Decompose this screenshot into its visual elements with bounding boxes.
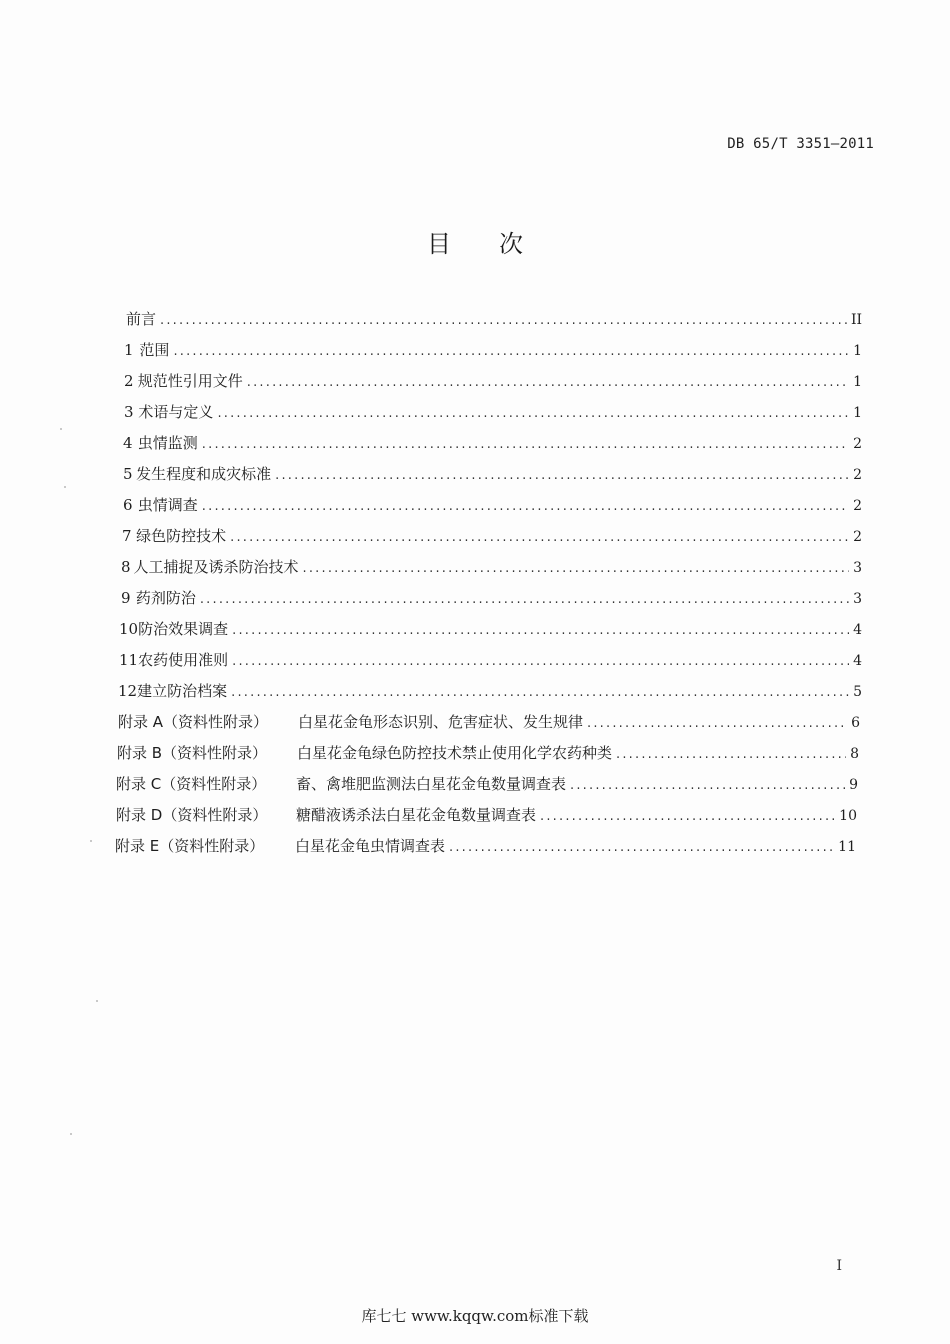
toc-entry-page: 1 [853, 374, 862, 390]
toc-leader-dots [247, 370, 849, 396]
toc-entry-page: 2 [853, 467, 862, 483]
toc-entry-number: 6 [123, 496, 133, 514]
toc-leader-dots [202, 432, 849, 458]
toc-entry-2[interactable] [124, 368, 862, 394]
toc-entry-label: 白星花金龟虫情调查表 [295, 837, 446, 855]
toc-entry-12[interactable] [118, 678, 862, 704]
toc-appendix-e[interactable] [115, 833, 856, 859]
toc-leader-dots [449, 835, 834, 861]
toc-entry-label: 规范性引用文件 [137, 372, 243, 390]
toc-entry-11[interactable] [119, 647, 862, 673]
toc-entry-page: 8 [850, 746, 859, 762]
footer-watermark: 库七七 www.kqqw.com标准下载 [361, 1307, 589, 1325]
toc-entry-number: 8 [121, 558, 131, 576]
toc-leader-dots [160, 308, 847, 334]
appendix-tag: 附录 E（资料性附录） [115, 837, 265, 855]
toc-entry-number: 3 [124, 403, 134, 421]
toc-entry-number: 1 [124, 341, 134, 359]
toc-appendix-a[interactable] [118, 709, 860, 735]
toc-entry-label: 白星花金龟形态识别、危害症状、发生规律 [298, 713, 584, 731]
scan-speck [96, 1000, 98, 1002]
toc-entry-label: 发生程度和成灾标准 [136, 465, 272, 483]
toc-entry-label: 白星花金龟绿色防控技术禁止使用化学农药种类 [297, 744, 613, 762]
toc-entry-page: 9 [849, 777, 858, 793]
appendix-tag: 附录 C（资料性附录） [116, 775, 267, 793]
page-number: I [836, 1258, 842, 1274]
toc-entry-number: 12 [118, 682, 138, 700]
toc-entry-number: 7 [122, 527, 132, 545]
toc-entry-label: 农药使用准则 [138, 651, 229, 669]
toc-entry-page: 2 [853, 498, 862, 514]
document-code: DB 65/T 3351—2011 [727, 136, 874, 152]
toc-entry-5[interactable] [123, 461, 862, 487]
toc-leader-dots [202, 494, 849, 520]
appendix-tag: 附录 B（资料性附录） [117, 744, 268, 762]
toc-entry-page: 4 [853, 653, 862, 669]
toc-entry-page: 6 [851, 715, 860, 731]
toc-entry-label: 范围 [139, 341, 170, 359]
toc-entry-8[interactable] [121, 554, 862, 580]
toc-entry-page: 2 [853, 436, 862, 452]
toc-leader-dots [570, 773, 845, 799]
toc-entry-3[interactable] [124, 399, 862, 425]
toc-leader-dots [616, 742, 846, 768]
toc-entry-page: 1 [853, 343, 862, 359]
toc-entry-number: 9 [121, 589, 131, 607]
toc-entry-page: 1 [853, 405, 862, 421]
scan-speck [70, 1133, 72, 1135]
toc-leader-dots [217, 401, 849, 427]
toc-entry-label: 建立防治档案 [137, 682, 228, 700]
toc-entry-page: 3 [853, 560, 862, 576]
toc-entry-number: 10 [119, 620, 139, 638]
toc-leader-dots [200, 587, 849, 613]
toc-entry-1[interactable] [124, 337, 862, 363]
toc-appendix-c[interactable] [116, 771, 858, 797]
scan-speck [64, 486, 66, 488]
toc-entry-label: 虫情调查 [137, 496, 198, 514]
appendix-tag: 附录 A（资料性附录） [118, 713, 269, 731]
toc-entry-label: 虫情监测 [137, 434, 198, 452]
toc-leader-dots [231, 680, 849, 706]
toc-leader-dots [587, 711, 847, 737]
toc-entry-number: 11 [119, 651, 139, 669]
toc-entry-page: 4 [853, 622, 862, 638]
appendix-tag: 附录 D（资料性附录） [116, 806, 268, 824]
toc-entry-label: 绿色防控技术 [136, 527, 227, 545]
toc-entry-page: 11 [838, 839, 856, 855]
toc-entry-label: 人工捕捉及诱杀防治技术 [133, 558, 299, 576]
toc-entry-number: 4 [123, 434, 133, 452]
toc-entry-page: 3 [853, 591, 862, 607]
toc-entry-7[interactable] [122, 523, 862, 549]
scan-speck [60, 428, 62, 430]
toc-entry-page: II [850, 312, 862, 328]
toc-entry-label: 畜、禽堆肥监测法白星花金龟数量调查表 [296, 775, 567, 793]
toc-leader-dots [230, 525, 849, 551]
toc-entry-foreword[interactable] [126, 306, 862, 332]
toc-entry-number: 5 [123, 465, 133, 483]
toc-leader-dots [232, 618, 849, 644]
toc-entry-10[interactable] [119, 616, 862, 642]
toc-entry-6[interactable] [123, 492, 862, 518]
toc-entry-page: 5 [853, 684, 862, 700]
toc-leader-dots [275, 463, 849, 489]
toc-entry-number: 2 [124, 372, 134, 390]
toc-entry-page: 10 [839, 808, 857, 824]
toc-entry-9[interactable] [121, 585, 862, 611]
toc-leader-dots [303, 556, 850, 582]
toc-entry-page: 2 [853, 529, 862, 545]
page-title: 目次 [427, 230, 571, 258]
toc-entry-label: 糖醋液诱杀法白星花金龟数量调查表 [296, 806, 537, 824]
scan-speck [90, 840, 92, 842]
toc-leader-dots [232, 649, 849, 675]
toc-entry-4[interactable] [123, 430, 862, 456]
toc-leader-dots [540, 804, 835, 830]
toc-entry-label: 术语与定义 [138, 403, 214, 421]
toc-entry-label: 药剂防治 [135, 589, 196, 607]
toc-leader-dots [173, 339, 849, 365]
toc-appendix-b[interactable] [117, 740, 859, 766]
toc-entry-label: 前言 [126, 310, 157, 328]
toc-entry-label: 防治效果调查 [138, 620, 229, 638]
toc-appendix-d[interactable] [116, 802, 857, 828]
